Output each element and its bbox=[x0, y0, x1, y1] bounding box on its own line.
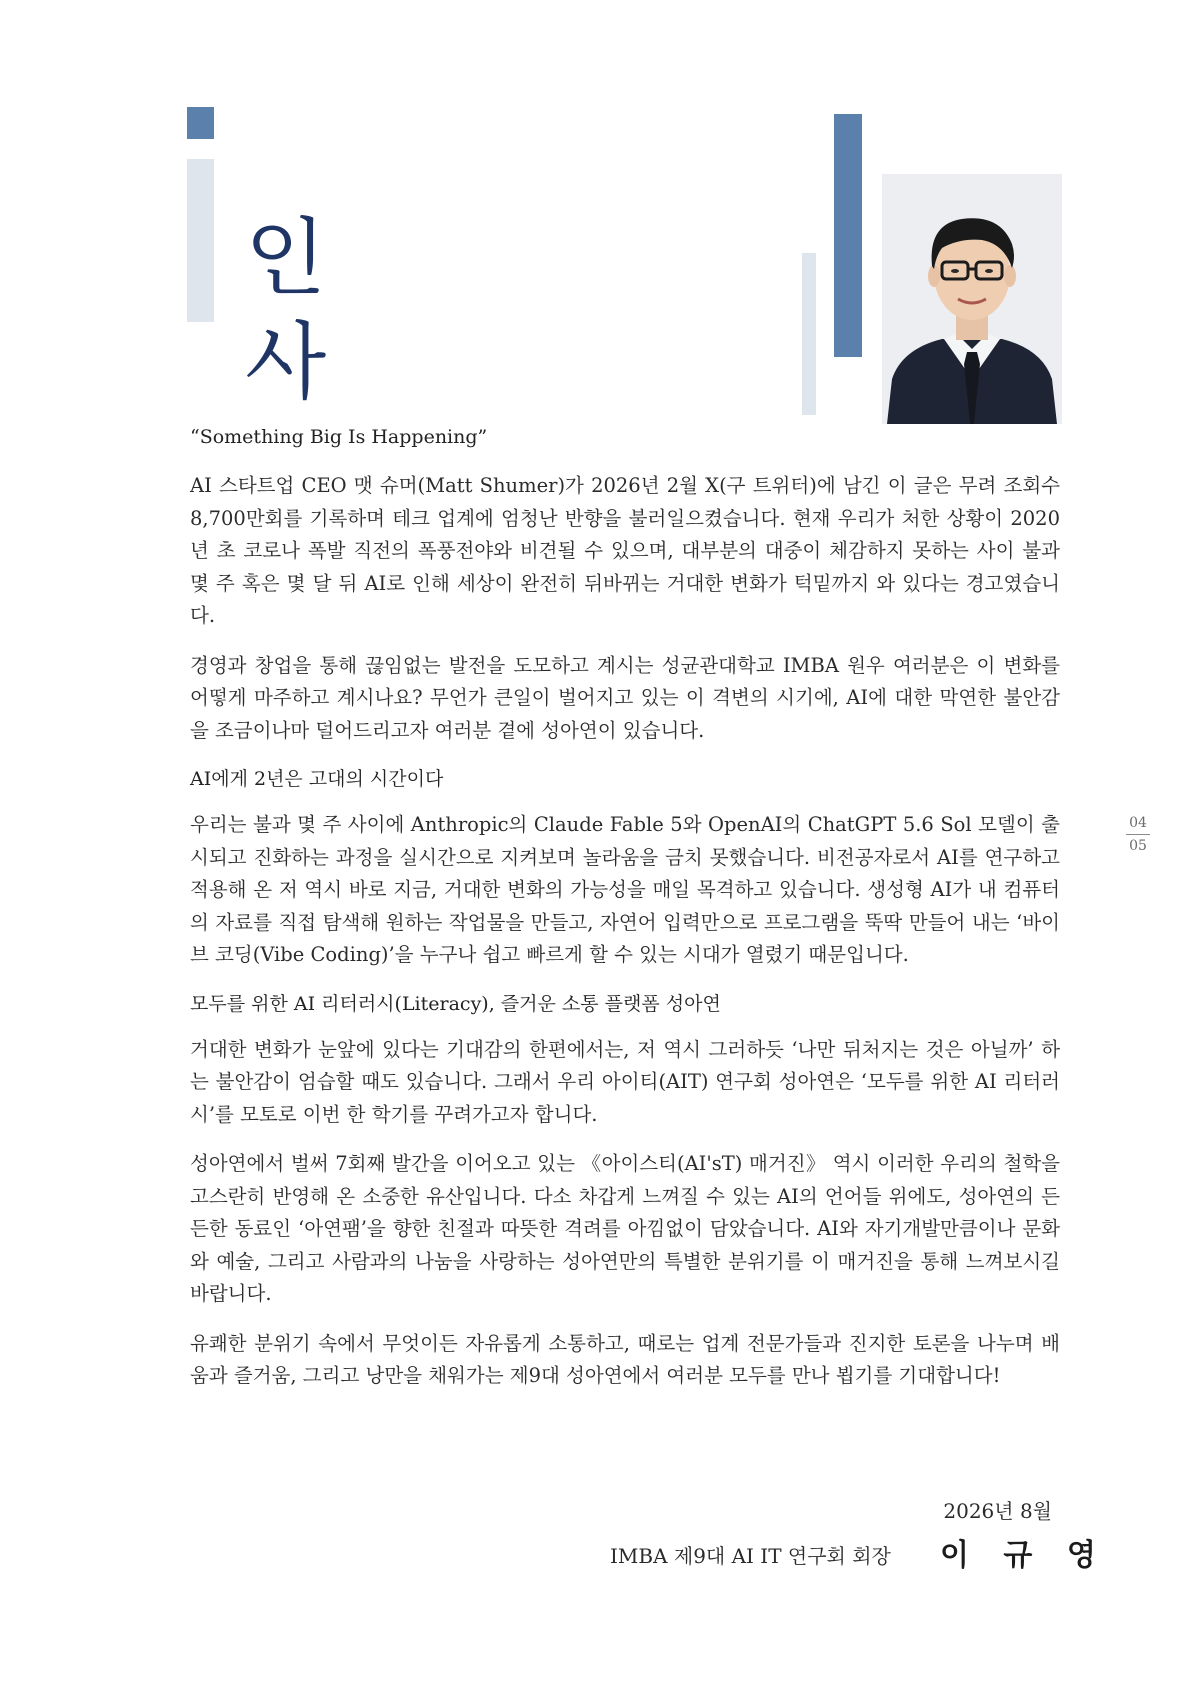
letter-body bbox=[190, 426, 1060, 1410]
decorative-bar-dark bbox=[834, 114, 862, 357]
paragraph-6: 유쾌한 분위기 속에서 무엇이든 자유롭게 소통하고, 때로는 업계 전문가들과 진지한 토론을 나누며 배움과 즐거움, 그리고 낭만을 채워가는 제9대 성아연에서 여러분 모두를 만나 뵙기를 기대합니다! bbox=[190, 1331, 1060, 1387]
paragraph-1: AI 스타트업 CEO 맷 슈머(Matt Shumer)가 2026년 2월 X(구 트위터)에 남긴 이 글은 무려 조회수 8,700만회를 기록하며 테크 업계에 엄청난 반향을 불러일으켰습니다. 현재 우리가 처한 상황이 2020년 초 코로나 폭발 직전의 폭풍전야와 비견될 수 있으며, 대부분의 대중이 체감하지 못하는 사이 불과 몇 주 혹은 몇 달 뒤 AI로 인해 세상이 완전히 뒤바뀌는 거대한 변화가 턱밑까지 와 있다는 경고였습니다. bbox=[190, 474, 1060, 627]
quote-heading: “Something Big Is Happening” bbox=[190, 426, 488, 448]
page-numbers bbox=[1126, 815, 1150, 854]
decorative-bar-light bbox=[802, 253, 816, 415]
paragraph-4: 거대한 변화가 눈앞에 있다는 기대감의 한편에서는, 저 역시 그러하듯 ‘나만 뒤처지는 것은 아닐까’ 하는 불안감이 엄습할 때도 있습니다. 그래서 우리 아이티(AIT) 연구회 성아연은 ‘모두를 위한 AI 리터러시’를 모토로 이번 한 학기를 꾸려가고자 합니다. bbox=[190, 1037, 1060, 1126]
decorative-square bbox=[187, 107, 214, 139]
subheading-1: AI에게 2년은 고대의 시간이다 bbox=[190, 768, 444, 790]
title-line-2: 사 bbox=[245, 313, 327, 412]
signature-date: 2026년 8월 bbox=[943, 1499, 1052, 1523]
paragraph-5: 성아연에서 벌써 7회째 발간을 이어오고 있는 《아이스티(AI'sT) 매거진》 역시 이러한 우리의 철학을 고스란히 반영해 온 소중한 유산입니다. 다소 차갑게 느껴질 수 있는 AI의 언어들 위에도, 성아연의 든든한 동료인 ‘아연팸’을 향한 친절과 따뜻한 격려를 아낌없이 담았습니다. AI와 자기개발만큼이나 문화와 예술, 그리고 사람과의 나눔을 사랑하는 성아연만의 특별한 분위기를 이 매거진을 통해 느껴보시길 바랍니다. bbox=[190, 1152, 1060, 1305]
author-portrait bbox=[882, 174, 1062, 424]
signature-role: IMBA 제9대 AI IT 연구회 회장 bbox=[610, 1544, 891, 1568]
paragraph-3: 우리는 불과 몇 주 사이에 Anthropic의 Claude Fable 5와 OpenAI의 ChatGPT 5.6 Sol 모델이 출시되고 진화하는 과정을 실시간으로 지켜보며 놀라움을 금치 못했습니다. 비전공자로서 AI를 연구하고 적용해 온 저 역시 바로 지금, 거대한 변화의 가능성을 매일 목격하고 있습니다. 생성형 AI가 내 컴퓨터의 자료를 직접 탐색해 원하는 작업물을 만들고, 자연어 입력만으로 프로그램을 뚝딱 만들어 내는 ‘바이브 코딩(Vibe Coding)’을 누구나 쉽고 빠르게 할 수 있는 시대가 열렸기 때문입니다. bbox=[190, 813, 1060, 966]
decorative-bar-left bbox=[187, 159, 214, 322]
page-number-left: 04 bbox=[1129, 815, 1147, 831]
subheading-2: 모두를 위한 AI 리터러시(Literacy), 즐거운 소통 플랫폼 성아연 bbox=[190, 992, 721, 1015]
paragraph-2: 경영과 창업을 통해 끊임없는 발전을 도모하고 계시는 성균관대학교 IMBA 원우 여러분은 이 변화를 어떻게 마주하고 계시나요? 무언가 큰일이 벌어지고 있는 이 격변의 시기에, AI에 대한 막연한 불안감을 조금이나마 덜어드리고자 여러분 곁에 성아연이 있습니다. bbox=[190, 653, 1060, 742]
page-number-right: 05 bbox=[1129, 838, 1147, 854]
signature-name: 이 규 영 bbox=[940, 1538, 1108, 1573]
page-title bbox=[245, 206, 335, 414]
page-number-divider bbox=[1126, 834, 1150, 835]
title-line-1: 인 bbox=[245, 209, 327, 308]
